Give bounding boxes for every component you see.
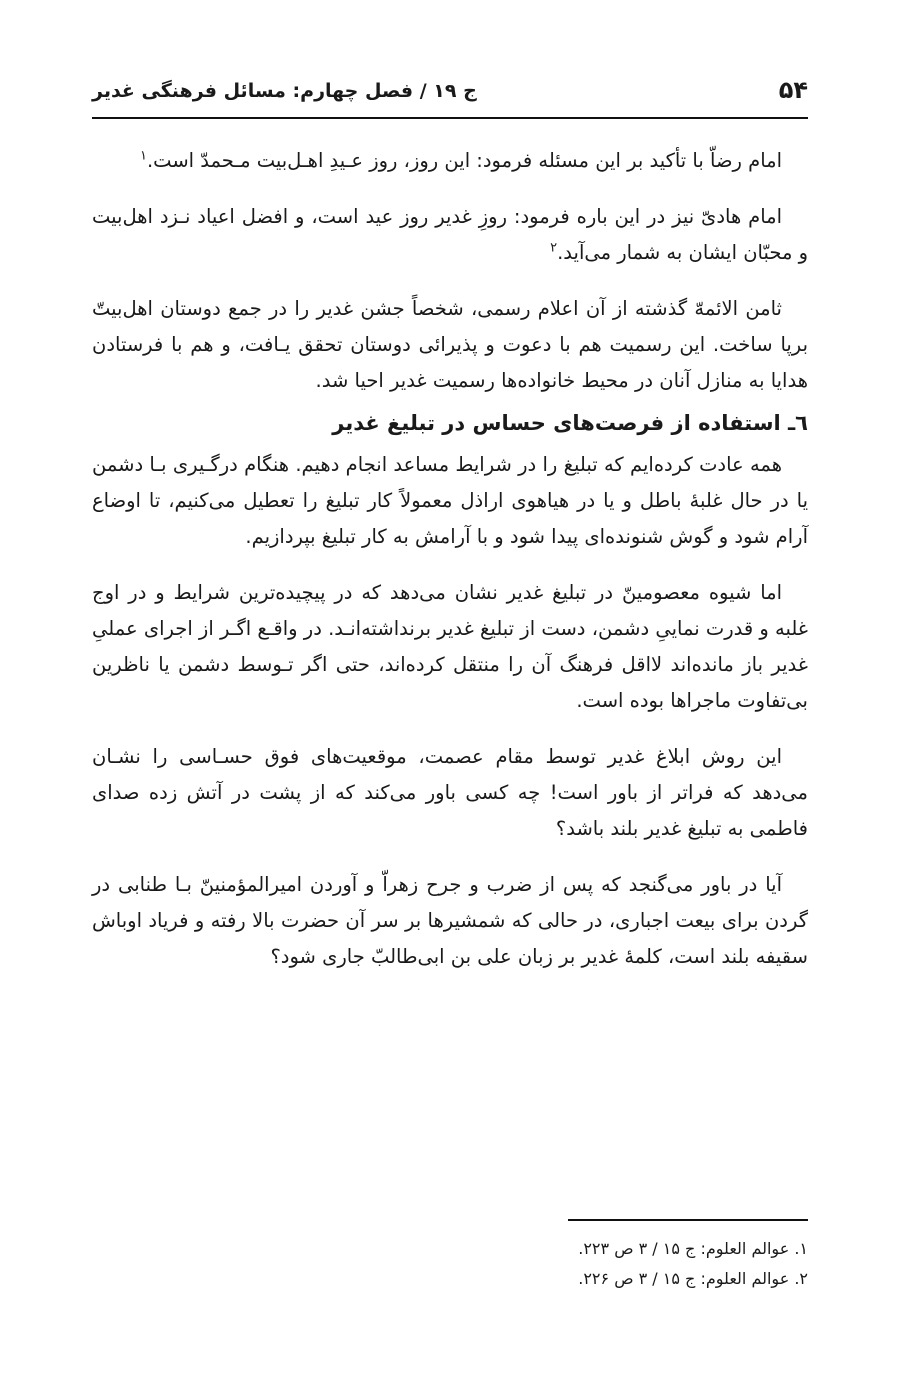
footnote-ref-2: ۲ [550, 240, 558, 256]
footnote-ref-1: ۱ [139, 148, 147, 164]
header-divider [92, 117, 808, 119]
footnotes [92, 1234, 808, 1294]
running-head: ج ۱۹ / فصل چهارم: مسائل فرهنگی غدیر [92, 80, 477, 102]
paragraph-7: آیا در باور می‌گنجد که پس از ضرب و جرح زهراّ و آوردن امیرالمؤمنینّ بـا طنابی در گردن برای بیعت اجباری، در حالی که شمشیرها بر سر آن حضرت بالا رفته و فریاد اوباش سقیفه بلند است، کلمهٔ غدیر بر زبان علی بن ابی‌طالبّ جاری شود؟ [92, 873, 808, 968]
paragraph-5: اما شیوه معصومینّ در تبلیغ غدیر نشان می‌دهد که در پیچیده‌ترین شرایط و در اوج غلبه و قدرت نماییِ دشمن، دست از تبلیغ غدیر برنداشته‌انـد. در واقـع اگـر از اجرای عملیِ غدیر باز مانده‌اند لااقل فرهنگ آن را منتقل کرده‌اند، حتی اگر تـوسط دشمن یا ناظرین بی‌تفاوت ماجراها بوده است. [92, 581, 808, 712]
footnote-1: ۱. عوالم العلوم: ج ۱۵ / ۳ ص ۲۲۳. [578, 1239, 808, 1258]
paragraph-2 [92, 199, 808, 271]
book-page [92, 0, 808, 1390]
paragraph-1 [92, 143, 808, 179]
paragraph-6: این روش ابلاغ غدیر توسط مقام عصمت، موقعیت‌های فوق حسـاسی را نشـان می‌دهد که فراتر از باور است! چه کسی باور می‌کند که از پشت در آتش زده صدای فاطمی به تبلیغ غدیر بلند باشد؟ [92, 745, 808, 840]
page-header [92, 72, 808, 112]
footnote-divider [568, 1219, 808, 1221]
paragraph-3: ثامن الائمهّ گذشته از آن اعلام رسمی، شخصاً جشن غدیر را در جمع دوستان اهل‌بیتّ برپا ساخت. این رسمیت هم با دعوت و پذیرائی دوستان تحقق یـافت، و هم با فرستادن هدایا به منازل آنان در محیط خانواده‌ها رسمیت غدیر احیا شد. [92, 297, 808, 392]
paragraph-2-text: امام هادیّ نیز در این باره فرمود: روزِ غدیر روز عید است، و افضل اعیاد نـزد اهل‌بیت و محبّان ایشان به شمار می‌آید. [92, 205, 808, 264]
paragraph-4: همه عادت کرده‌ایم که تبلیغ را در شرایط مساعد انجام دهیم. هنگام درگـیری بـا دشمن یا در حال غلبهٔ باطل و یا در هیاهوی اراذل معمولاً کار تبلیغ را تعطیل می‌کنیم، تا اوضاع آرام شود و گوش شنونده‌ای پیدا شود و با آرامش به کار تبلیغ بپردازیم. [92, 453, 808, 548]
section-heading: ٦ـ استفاده از فرصت‌های حساس در تبلیغ غدیر [332, 411, 808, 435]
page-body [92, 143, 808, 995]
page-number: ۵۴ [778, 76, 808, 104]
footnote-2: ۲. عوالم العلوم: ج ۱۵ / ۳ ص ۲۲۶. [578, 1269, 808, 1288]
paragraph-1-text: امام رضاّ با تأکید بر این مسئله فرمود: این روز، روز عـیدِ اهـل‌بیت مـحمدّ است. [146, 149, 782, 172]
